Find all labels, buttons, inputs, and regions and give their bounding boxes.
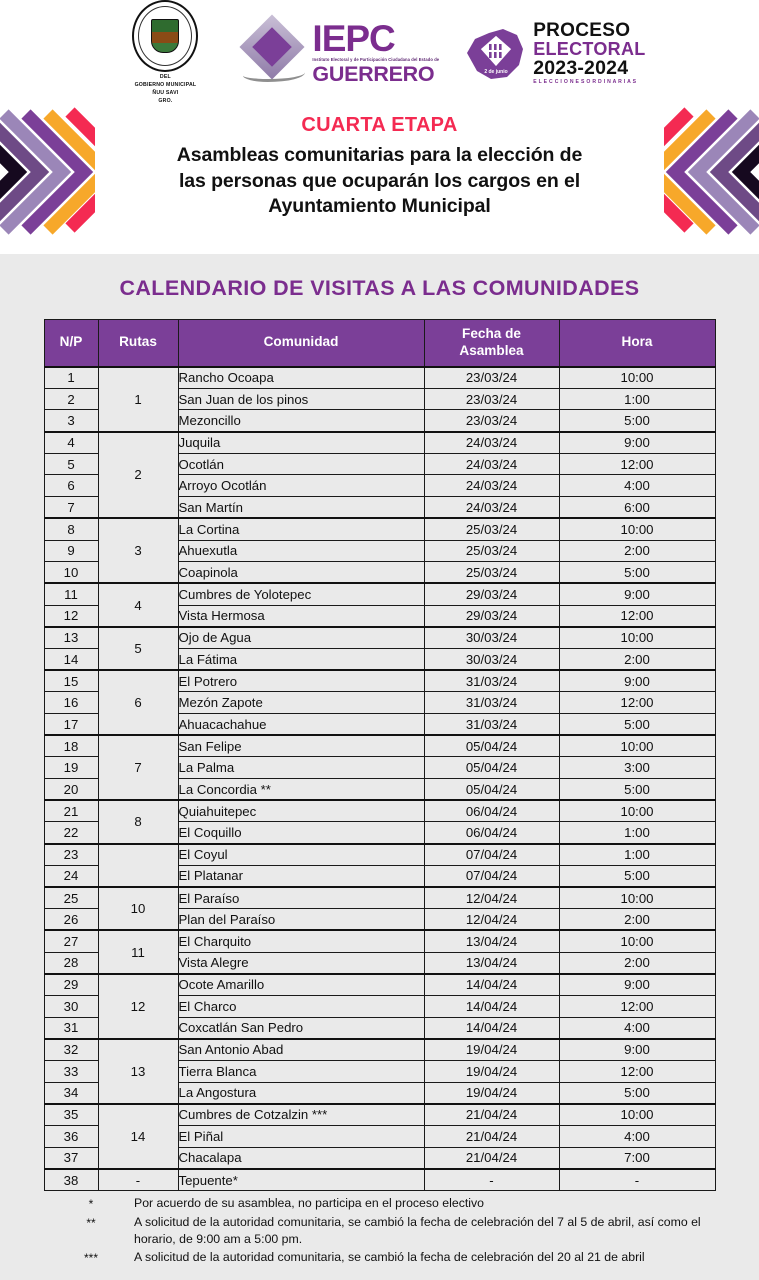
cell-np: 6 bbox=[44, 475, 98, 497]
cell-fecha: 13/04/24 bbox=[424, 952, 559, 974]
title-banner bbox=[0, 106, 759, 254]
iepc-acronym: IEPC bbox=[312, 18, 395, 60]
cell-comunidad: Ocotlán bbox=[178, 453, 424, 475]
cell-fecha: 25/03/24 bbox=[424, 540, 559, 562]
cell-fecha: 19/04/24 bbox=[424, 1082, 559, 1104]
cell-comunidad: El Charquito bbox=[178, 930, 424, 952]
cell-np: 13 bbox=[44, 627, 98, 649]
cell-fecha: - bbox=[424, 1169, 559, 1191]
cell-hora: 4:00 bbox=[559, 475, 715, 497]
cell-fecha: 31/03/24 bbox=[424, 670, 559, 692]
cell-np: 38 bbox=[44, 1169, 98, 1191]
banner-subtitle-line2: las personas que ocuparán los cargos en el bbox=[178, 169, 581, 192]
cell-fecha: 23/03/24 bbox=[424, 367, 559, 389]
cell-np: 23 bbox=[44, 844, 98, 866]
logo-bar bbox=[0, 0, 759, 106]
cell-hora: 5:00 bbox=[559, 865, 715, 887]
cell-hora: 10:00 bbox=[559, 518, 715, 540]
cell-fecha: 30/03/24 bbox=[424, 648, 559, 670]
cell-hora: 10:00 bbox=[559, 930, 715, 952]
cell-np: 37 bbox=[44, 1147, 98, 1169]
seal-shield-icon bbox=[151, 19, 179, 53]
main-content bbox=[0, 254, 759, 1268]
cell-np: 11 bbox=[44, 583, 98, 605]
cell-np: 22 bbox=[44, 822, 98, 844]
cell-fecha: 12/04/24 bbox=[424, 887, 559, 909]
cell-comunidad: Ojo de Agua bbox=[178, 627, 424, 649]
cell-np: 20 bbox=[44, 779, 98, 801]
cell-ruta bbox=[98, 844, 178, 887]
cell-fecha: 14/04/24 bbox=[424, 1017, 559, 1039]
cell-np: 33 bbox=[44, 1061, 98, 1083]
cell-comunidad: Plan del Paraíso bbox=[178, 909, 424, 931]
cell-comunidad: La Concordia ** bbox=[178, 779, 424, 801]
cell-comunidad: El Piñal bbox=[178, 1126, 424, 1148]
banner-subtitle bbox=[100, 143, 659, 220]
iepc-subtitle: Instituto Electoral y de Participación Ciudadana del Estado de bbox=[312, 57, 440, 63]
cell-hora: 12:00 bbox=[559, 453, 715, 475]
table-row bbox=[44, 974, 715, 996]
cell-comunidad: Vista Hermosa bbox=[178, 605, 424, 627]
cell-np: 15 bbox=[44, 670, 98, 692]
table-header bbox=[44, 320, 715, 367]
cell-fecha: 25/03/24 bbox=[424, 518, 559, 540]
cell-hora: 1:00 bbox=[559, 822, 715, 844]
cell-np: 24 bbox=[44, 865, 98, 887]
cell-hora: 3:00 bbox=[559, 757, 715, 779]
cell-fecha: 23/03/24 bbox=[424, 410, 559, 432]
calendar-table bbox=[44, 319, 716, 1191]
cell-ruta: 7 bbox=[98, 735, 178, 800]
cell-comunidad: Tierra Blanca bbox=[178, 1061, 424, 1083]
footnote-marker: ** bbox=[86, 1215, 96, 1230]
table-row bbox=[44, 670, 715, 692]
column-header-fecha-line2: Asamblea bbox=[459, 342, 524, 358]
banner-text-block bbox=[100, 114, 659, 220]
table-row bbox=[44, 735, 715, 757]
cell-comunidad: Arroyo Ocotlán bbox=[178, 475, 424, 497]
cell-np: 19 bbox=[44, 757, 98, 779]
cell-hora: 10:00 bbox=[559, 800, 715, 822]
cell-fecha: 29/03/24 bbox=[424, 605, 559, 627]
cell-comunidad: San Felipe bbox=[178, 735, 424, 757]
cell-hora: 4:00 bbox=[559, 1126, 715, 1148]
iepc-state: GUERRERO bbox=[312, 62, 435, 87]
cell-fecha: 05/04/24 bbox=[424, 757, 559, 779]
table-header-row bbox=[44, 320, 715, 367]
cell-ruta: 12 bbox=[98, 974, 178, 1039]
cell-ruta: 11 bbox=[98, 930, 178, 973]
cell-np: 28 bbox=[44, 952, 98, 974]
cell-hora: 2:00 bbox=[559, 540, 715, 562]
table-row bbox=[44, 367, 715, 389]
cell-ruta: 4 bbox=[98, 583, 178, 626]
banner-subtitle-line1: Asambleas comunitarias para la elección de bbox=[176, 144, 583, 166]
cell-fecha: 19/04/24 bbox=[424, 1039, 559, 1061]
cell-np: 1 bbox=[44, 367, 98, 389]
cell-np: 36 bbox=[44, 1126, 98, 1148]
cell-np: 9 bbox=[44, 540, 98, 562]
etapa-heading: CUARTA ETAPA bbox=[301, 114, 458, 136]
cell-np: 21 bbox=[44, 800, 98, 822]
cell-comunidad: El Charco bbox=[178, 995, 424, 1017]
cell-comunidad: La Fátima bbox=[178, 648, 424, 670]
cell-fecha: 07/04/24 bbox=[424, 865, 559, 887]
cell-comunidad: Mezoncillo bbox=[178, 410, 424, 432]
cell-fecha: 06/04/24 bbox=[424, 800, 559, 822]
cell-hora: 9:00 bbox=[559, 1039, 715, 1061]
cell-comunidad: Vista Alegre bbox=[178, 952, 424, 974]
cell-np: 30 bbox=[44, 995, 98, 1017]
cell-fecha: 05/04/24 bbox=[424, 779, 559, 801]
cell-fecha: 13/04/24 bbox=[424, 930, 559, 952]
cell-fecha: 12/04/24 bbox=[424, 909, 559, 931]
cell-hora: 12:00 bbox=[559, 995, 715, 1017]
cell-hora: 5:00 bbox=[559, 410, 715, 432]
cell-fecha: 19/04/24 bbox=[424, 1061, 559, 1083]
column-header-comunidad: Comunidad bbox=[178, 320, 424, 367]
cell-comunidad: El Paraíso bbox=[178, 887, 424, 909]
cell-fecha: 21/04/24 bbox=[424, 1147, 559, 1169]
column-header-fecha-line1: Fecha de bbox=[462, 325, 521, 341]
footnote-text: A solicitud de la autoridad comunitaria, se cambió la fecha de celebración del 7 al 5 de abril, así como el horario, de 9:00 am a 5:00 pm. bbox=[134, 1214, 701, 1247]
cell-hora: 5:00 bbox=[559, 779, 715, 801]
cell-hora: 5:00 bbox=[559, 1082, 715, 1104]
table-row bbox=[44, 432, 715, 454]
chevron-pattern-left bbox=[0, 106, 95, 254]
footnotes bbox=[44, 1195, 715, 1267]
iepc-logo bbox=[243, 20, 439, 86]
cell-comunidad: San Antonio Abad bbox=[178, 1039, 424, 1061]
cell-hora: 1:00 bbox=[559, 388, 715, 410]
cell-comunidad: Chacalapa bbox=[178, 1147, 424, 1169]
cell-hora: 6:00 bbox=[559, 497, 715, 519]
cell-comunidad: El Potrero bbox=[178, 670, 424, 692]
cell-np: 12 bbox=[44, 605, 98, 627]
cell-hora: 9:00 bbox=[559, 432, 715, 454]
cell-np: 29 bbox=[44, 974, 98, 996]
cell-comunidad: Cumbres de Yolotepec bbox=[178, 583, 424, 605]
cell-np: 25 bbox=[44, 887, 98, 909]
column-header-rutas: Rutas bbox=[98, 320, 178, 367]
cell-comunidad: Ocote Amarillo bbox=[178, 974, 424, 996]
cell-np: 26 bbox=[44, 909, 98, 931]
seal-icon bbox=[132, 0, 198, 72]
table-row bbox=[44, 583, 715, 605]
cell-ruta: 6 bbox=[98, 670, 178, 735]
cell-hora: 2:00 bbox=[559, 909, 715, 931]
proceso-electoral-logo bbox=[465, 21, 645, 85]
cell-comunidad: Quiahuitepec bbox=[178, 800, 424, 822]
cell-fecha: 25/03/24 bbox=[424, 562, 559, 584]
cell-np: 27 bbox=[44, 930, 98, 952]
cell-hora: 10:00 bbox=[559, 1104, 715, 1126]
proceso-line4: E L E C C I O N E S O R D I N A R I A S bbox=[533, 78, 637, 85]
cell-np: 3 bbox=[44, 410, 98, 432]
cell-hora: - bbox=[559, 1169, 715, 1191]
cell-fecha: 24/03/24 bbox=[424, 432, 559, 454]
cell-np: 35 bbox=[44, 1104, 98, 1126]
cell-comunidad: Rancho Ocoapa bbox=[178, 367, 424, 389]
table-row bbox=[44, 627, 715, 649]
cell-ruta: 1 bbox=[98, 367, 178, 432]
cell-fecha: 29/03/24 bbox=[424, 583, 559, 605]
guerrero-map-icon bbox=[465, 23, 527, 83]
cell-fecha: 06/04/24 bbox=[424, 822, 559, 844]
cell-comunidad: El Coyul bbox=[178, 844, 424, 866]
table-row bbox=[44, 887, 715, 909]
cell-hora: 9:00 bbox=[559, 670, 715, 692]
cell-ruta: 2 bbox=[98, 432, 178, 519]
cell-ruta: 10 bbox=[98, 887, 178, 930]
cell-hora: 10:00 bbox=[559, 735, 715, 757]
cell-fecha: 31/03/24 bbox=[424, 692, 559, 714]
cell-fecha: 31/03/24 bbox=[424, 714, 559, 736]
cell-comunidad: San Juan de los pinos bbox=[178, 388, 424, 410]
footnote-text: A solicitud de la autoridad comunitaria, se cambió la fecha de celebración del 20 al 21 de abril bbox=[134, 1250, 645, 1265]
cell-hora: 9:00 bbox=[559, 583, 715, 605]
cell-hora: 9:00 bbox=[559, 974, 715, 996]
cell-np: 4 bbox=[44, 432, 98, 454]
cell-hora: 10:00 bbox=[559, 627, 715, 649]
cell-fecha: 23/03/24 bbox=[424, 388, 559, 410]
cell-comunidad: Ahuexutla bbox=[178, 540, 424, 562]
cell-np: 32 bbox=[44, 1039, 98, 1061]
table-row bbox=[44, 1169, 715, 1191]
table-body bbox=[44, 367, 715, 1191]
cell-hora: 10:00 bbox=[559, 367, 715, 389]
cell-comunidad: Mezón Zapote bbox=[178, 692, 424, 714]
cell-hora: 12:00 bbox=[559, 692, 715, 714]
cell-comunidad: San Martín bbox=[178, 497, 424, 519]
cell-ruta: 13 bbox=[98, 1039, 178, 1104]
cell-comunidad: Cumbres de Cotzalzin *** bbox=[178, 1104, 424, 1126]
cell-comunidad: El Platanar bbox=[178, 865, 424, 887]
footnote-row bbox=[48, 1195, 715, 1213]
page-title: CALENDARIO DE VISITAS A LAS COMUNIDADES bbox=[119, 276, 640, 300]
table-row bbox=[44, 930, 715, 952]
column-header-hora: Hora bbox=[559, 320, 715, 367]
banner-subtitle-line3: Ayuntamiento Municipal bbox=[268, 195, 491, 218]
cell-fecha: 14/04/24 bbox=[424, 974, 559, 996]
cell-hora: 4:00 bbox=[559, 1017, 715, 1039]
cell-np: 16 bbox=[44, 692, 98, 714]
table-row bbox=[44, 1039, 715, 1061]
cell-fecha: 24/03/24 bbox=[424, 497, 559, 519]
cell-comunidad: Ahuacachahue bbox=[178, 714, 424, 736]
cell-np: 2 bbox=[44, 388, 98, 410]
cell-np: 31 bbox=[44, 1017, 98, 1039]
cell-ruta: - bbox=[98, 1169, 178, 1191]
iepc-diamond-icon bbox=[243, 22, 305, 84]
cell-fecha: 14/04/24 bbox=[424, 995, 559, 1017]
municipal-seal-logo bbox=[113, 0, 217, 105]
cell-hora: 2:00 bbox=[559, 952, 715, 974]
table-row bbox=[44, 800, 715, 822]
proceso-years: 2023-2024 bbox=[533, 56, 629, 79]
cell-comunidad: El Coquillo bbox=[178, 822, 424, 844]
cell-comunidad: La Palma bbox=[178, 757, 424, 779]
cell-np: 10 bbox=[44, 562, 98, 584]
proceso-line2: ELECTORAL bbox=[533, 39, 646, 60]
table-row bbox=[44, 518, 715, 540]
cell-ruta: 14 bbox=[98, 1104, 178, 1169]
seal-caption: DEL GOBIERNO MUNICIPAL ÑUU SAVI GRO. bbox=[134, 74, 197, 104]
cell-np: 14 bbox=[44, 648, 98, 670]
cell-fecha: 07/04/24 bbox=[424, 844, 559, 866]
cell-fecha: 24/03/24 bbox=[424, 475, 559, 497]
cell-hora: 12:00 bbox=[559, 605, 715, 627]
footnote-row bbox=[48, 1214, 715, 1250]
cell-comunidad: La Angostura bbox=[178, 1082, 424, 1104]
cell-fecha: 05/04/24 bbox=[424, 735, 559, 757]
cell-np: 18 bbox=[44, 735, 98, 757]
cell-fecha: 24/03/24 bbox=[424, 453, 559, 475]
cell-np: 34 bbox=[44, 1082, 98, 1104]
cell-comunidad: La Cortina bbox=[178, 518, 424, 540]
cell-hora: 5:00 bbox=[559, 562, 715, 584]
footnote-marker: *** bbox=[83, 1251, 98, 1266]
footnote-row bbox=[48, 1249, 715, 1267]
cell-np: 7 bbox=[44, 497, 98, 519]
cell-fecha: 30/03/24 bbox=[424, 627, 559, 649]
cell-ruta: 8 bbox=[98, 800, 178, 843]
cell-np: 8 bbox=[44, 518, 98, 540]
cell-hora: 1:00 bbox=[559, 844, 715, 866]
cell-hora: 10:00 bbox=[559, 887, 715, 909]
footnote-text: Por acuerdo de su asamblea, no participa en el proceso electivo bbox=[134, 1196, 484, 1211]
table-row bbox=[44, 1104, 715, 1126]
cell-comunidad: Tepuente* bbox=[178, 1169, 424, 1191]
svg-text:2 de junio: 2 de junio bbox=[484, 68, 508, 75]
cell-ruta: 3 bbox=[98, 518, 178, 583]
cell-fecha: 21/04/24 bbox=[424, 1126, 559, 1148]
cell-fecha: 21/04/24 bbox=[424, 1104, 559, 1126]
proceso-line1: PROCESO bbox=[533, 20, 631, 42]
cell-hora: 7:00 bbox=[559, 1147, 715, 1169]
table-row bbox=[44, 844, 715, 866]
column-header-fecha bbox=[424, 320, 559, 367]
column-header-np: N/P bbox=[44, 320, 98, 367]
cell-hora: 2:00 bbox=[559, 648, 715, 670]
cell-hora: 12:00 bbox=[559, 1061, 715, 1083]
cell-hora: 5:00 bbox=[559, 714, 715, 736]
cell-comunidad: Juquila bbox=[178, 432, 424, 454]
cell-comunidad: Coapinola bbox=[178, 562, 424, 584]
cell-comunidad: Coxcatlán San Pedro bbox=[178, 1017, 424, 1039]
footnote-marker: * bbox=[88, 1197, 94, 1212]
cell-np: 5 bbox=[44, 453, 98, 475]
cell-ruta: 5 bbox=[98, 627, 178, 670]
cell-np: 17 bbox=[44, 714, 98, 736]
chevron-pattern-right bbox=[664, 106, 759, 254]
